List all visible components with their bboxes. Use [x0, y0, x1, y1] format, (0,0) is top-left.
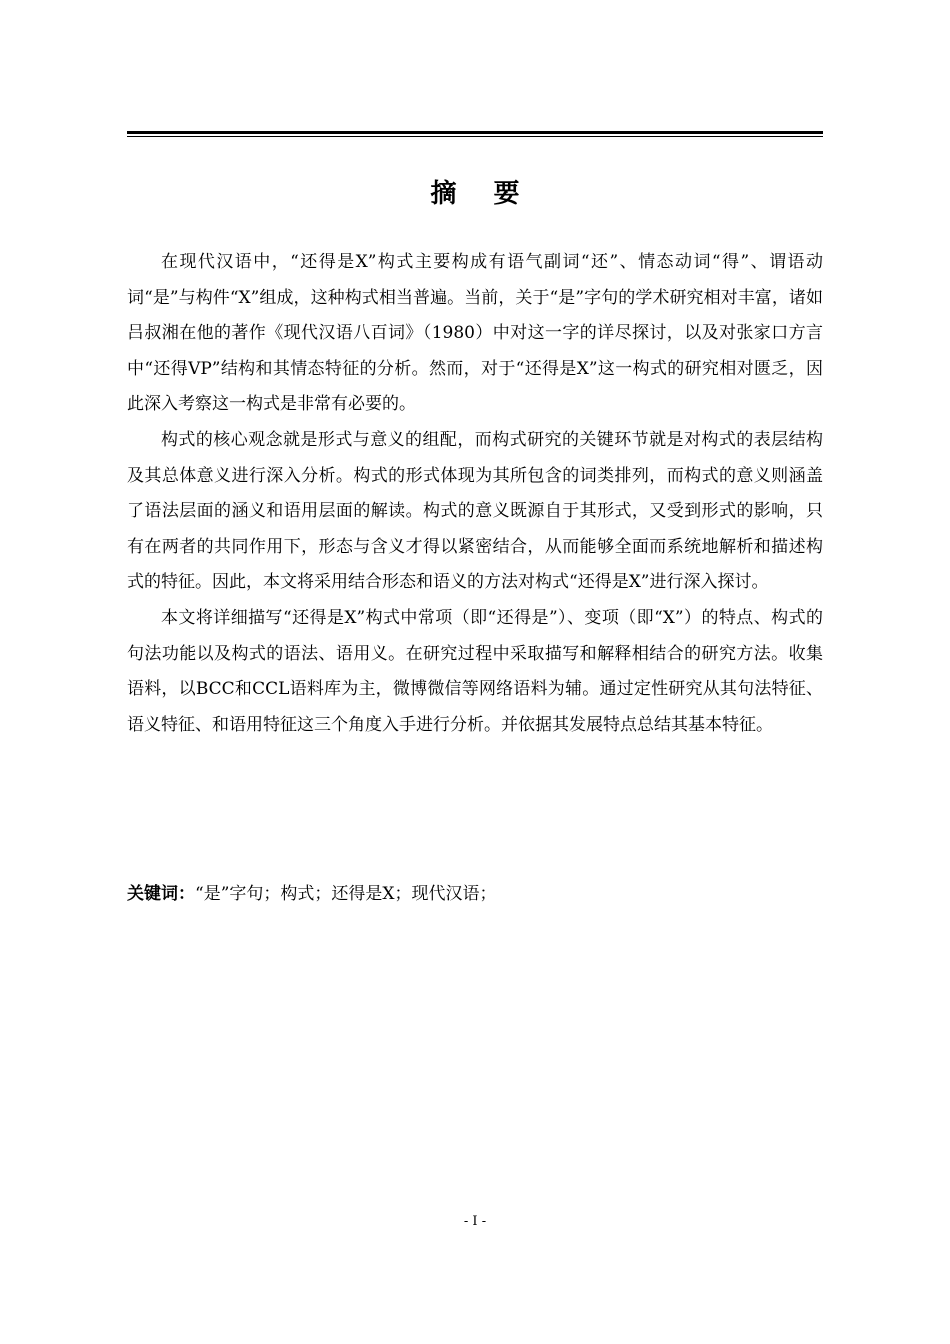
keywords-line: [127, 879, 823, 909]
header-rule-thin: [127, 136, 823, 137]
page-number: - I -: [463, 1214, 487, 1229]
keywords-label: 关键词：: [127, 884, 195, 904]
abstract-body: [127, 245, 823, 743]
abstract-title: 摘 要: [430, 179, 534, 209]
abstract-paragraph-1: 在现代汉语中，“还得是X”构式主要构成有语气副词“还”、情态动词“得”、谓语动词“是”与构件“X”组成，这种构式相当普遍。当前，关于“是”字句的学术研究相对丰富，诸如吕叔湘在他的著作《现代汉语八百词》（1980）中对这一字的详尽探讨，以及对张家口方言中“还得VP”结构和其情态特征的分析。然而，对于“还得是X”这一构式的研究相对匮乏，因此深入考察这一构式是非常有必要的。: [127, 252, 823, 415]
abstract-paragraph-2: 构式的核心观念就是形式与意义的组配，而构式研究的关键环节就是对构式的表层结构及其总体意义进行深入分析。构式的形式体现为其所包含的词类排列，而构式的意义则涵盖了语法层面的涵义和语用层面的解读。构式的意义既源自于其形式，又受到形式的影响，只有在两者的共同作用下，形态与含义才得以紧密结合，从而能够全面而系统地解析和描述构式的特征。因此，本文将采用结合形态和语义的方法对构式“还得是X”进行深入探讨。: [127, 429, 823, 593]
header-rule-thick: [127, 131, 823, 134]
abstract-paragraph-3: 本文将详细描写“还得是X”构式中常项（即“还得是”）、变项（即“X”）的特点、构式的句法功能以及构式的语法、语用义。在研究过程中采取描写和解释相结合的研究方法。收集语料，以BCC和CCL语料库为主，微博微信等网络语料为辅。通过定性研究从其句法特征、语义特征、和语用特征这三个角度入手进行分析。并依据其发展特点总结其基本特征。: [127, 607, 823, 735]
keywords-text: “是”字句；构式；还得是X；现代汉语；: [195, 884, 497, 904]
